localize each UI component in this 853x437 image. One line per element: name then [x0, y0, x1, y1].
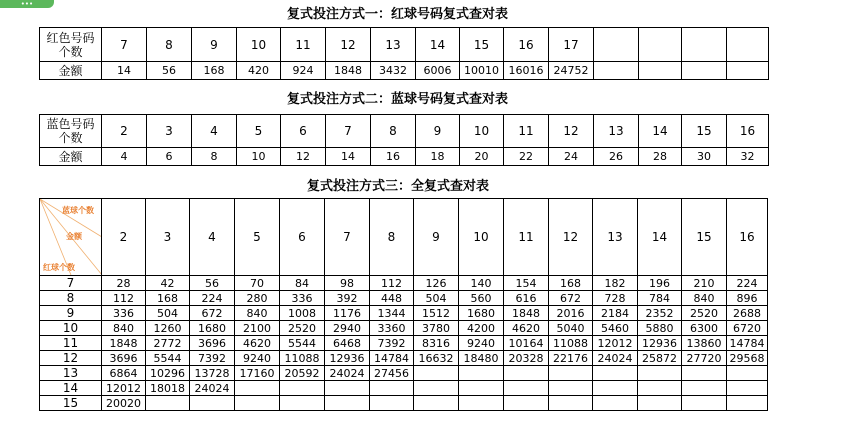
amount-cell: 98	[325, 276, 370, 291]
amount-cell: 2016	[549, 306, 593, 321]
amount-cell: 196	[638, 276, 682, 291]
red-amount-label: 金额	[40, 62, 102, 80]
amount-cell: 280	[235, 291, 280, 306]
amount-cell: 1848	[326, 62, 371, 80]
blue-count-header-cell: 3	[146, 199, 190, 276]
red-count-cell: 12	[40, 351, 102, 366]
amount-cell: 24752	[549, 62, 594, 80]
amount-cell: 154	[504, 276, 549, 291]
count-cell	[594, 28, 639, 62]
amount-cell	[504, 381, 549, 396]
amount-cell: 12936	[638, 336, 682, 351]
amount-cell: 11088	[549, 336, 593, 351]
amount-cell	[549, 396, 593, 411]
amount-cell: 840	[682, 291, 727, 306]
amount-cell: 7392	[190, 351, 235, 366]
amount-cell: 18018	[146, 381, 190, 396]
amount-cell: 672	[549, 291, 593, 306]
amount-cell: 3696	[190, 336, 235, 351]
count-cell: 15	[682, 115, 727, 148]
amount-cell	[414, 366, 459, 381]
amount-cell: 560	[459, 291, 504, 306]
amount-cell: 27720	[682, 351, 727, 366]
blue-count-header-cell: 6	[280, 199, 325, 276]
blue-count-header-cell: 2	[102, 199, 146, 276]
count-cell: 9	[192, 28, 237, 62]
amount-cell: 3360	[370, 321, 414, 336]
count-cell: 13	[371, 28, 416, 62]
blue-count-header-cell: 5	[235, 199, 280, 276]
amount-cell: 728	[593, 291, 638, 306]
count-cell	[639, 28, 682, 62]
amount-cell: 1260	[146, 321, 190, 336]
amount-cell: 20	[460, 148, 504, 166]
amount-cell: 4620	[504, 321, 549, 336]
count-cell: 15	[460, 28, 504, 62]
count-cell: 12	[549, 115, 594, 148]
amount-cell: 30	[682, 148, 727, 166]
amount-cell: 12012	[593, 336, 638, 351]
amount-cell	[549, 381, 593, 396]
count-cell: 7	[102, 28, 147, 62]
table-row	[40, 351, 768, 366]
amount-cell: 336	[280, 291, 325, 306]
amount-cell: 56	[147, 62, 192, 80]
amount-cell: 336	[102, 306, 146, 321]
amount-cell: 140	[459, 276, 504, 291]
amount-cell: 14784	[727, 336, 768, 351]
amount-cell: 6468	[325, 336, 370, 351]
blue-count-header-cell: 13	[593, 199, 638, 276]
amount-cell	[459, 366, 504, 381]
amount-cell: 8316	[414, 336, 459, 351]
amount-cell: 210	[682, 276, 727, 291]
amount-cell	[235, 396, 280, 411]
amount-cell	[549, 366, 593, 381]
corner-header-cell	[40, 199, 102, 276]
amount-cell: 112	[370, 276, 414, 291]
amount-cell: 1512	[414, 306, 459, 321]
amount-cell: 14	[102, 62, 147, 80]
amount-cell: 2100	[235, 321, 280, 336]
amount-cell	[682, 62, 727, 80]
amount-cell	[325, 381, 370, 396]
amount-cell: 1848	[504, 306, 549, 321]
amount-cell: 24024	[325, 366, 370, 381]
amount-cell	[459, 396, 504, 411]
amount-cell: 70	[235, 276, 280, 291]
table-row	[40, 306, 768, 321]
amount-cell: 896	[727, 291, 768, 306]
red-count-cell: 10	[40, 321, 102, 336]
amount-cell: 17160	[235, 366, 280, 381]
amount-cell	[727, 366, 768, 381]
amount-cell	[325, 396, 370, 411]
amount-cell: 25872	[638, 351, 682, 366]
amount-cell: 1008	[280, 306, 325, 321]
amount-cell: 5880	[638, 321, 682, 336]
amount-cell: 56	[190, 276, 235, 291]
amount-cell: 12	[281, 148, 326, 166]
amount-cell: 5544	[146, 351, 190, 366]
blue-count-label: 蓝色号码 个数	[40, 115, 102, 148]
amount-cell	[682, 381, 727, 396]
amount-cell: 10164	[504, 336, 549, 351]
amount-cell	[414, 381, 459, 396]
amount-cell: 28	[639, 148, 682, 166]
amount-cell: 2520	[280, 321, 325, 336]
amount-cell	[459, 381, 504, 396]
count-cell: 2	[102, 115, 147, 148]
count-cell: 11	[504, 115, 549, 148]
amount-cell: 224	[190, 291, 235, 306]
amount-cell: 42	[146, 276, 190, 291]
amount-cell: 784	[638, 291, 682, 306]
blue-count-header-cell: 11	[504, 199, 549, 276]
amount-cell: 11088	[280, 351, 325, 366]
count-cell: 7	[326, 115, 371, 148]
amount-cell: 10296	[146, 366, 190, 381]
red-count-cell: 9	[40, 306, 102, 321]
amount-cell	[682, 396, 727, 411]
amount-cell: 3696	[102, 351, 146, 366]
table-row	[40, 291, 768, 306]
amount-cell: 1680	[459, 306, 504, 321]
amount-cell	[638, 396, 682, 411]
blue-amount-label: 金额	[40, 148, 102, 166]
amount-cell	[638, 381, 682, 396]
amount-cell: 16	[371, 148, 416, 166]
amount-cell: 10	[237, 148, 281, 166]
amount-cell	[593, 366, 638, 381]
amount-cell: 6	[147, 148, 192, 166]
amount-cell	[414, 396, 459, 411]
amount-cell: 16016	[504, 62, 549, 80]
count-cell: 3	[147, 115, 192, 148]
count-cell: 16	[504, 28, 549, 62]
amount-cell: 182	[593, 276, 638, 291]
red-count-cell: 13	[40, 366, 102, 381]
amount-cell: 1680	[190, 321, 235, 336]
amount-cell: 18	[416, 148, 460, 166]
amount-cell: 9240	[459, 336, 504, 351]
red-count-cell: 14	[40, 381, 102, 396]
full-combo-table	[39, 198, 768, 411]
blue-count-header-row	[40, 199, 768, 276]
amount-cell: 2352	[638, 306, 682, 321]
blue-amount-row	[40, 148, 769, 166]
amount-cell: 2688	[727, 306, 768, 321]
corner-red-label: 红球个数	[43, 263, 75, 272]
amount-cell	[638, 366, 682, 381]
amount-cell	[146, 396, 190, 411]
amount-cell: 22176	[549, 351, 593, 366]
count-cell: 13	[594, 115, 639, 148]
count-cell: 8	[371, 115, 416, 148]
amount-cell: 4200	[459, 321, 504, 336]
amount-cell: 840	[102, 321, 146, 336]
count-cell: 11	[281, 28, 326, 62]
count-cell: 16	[727, 115, 769, 148]
count-cell: 9	[416, 115, 460, 148]
count-cell: 4	[192, 115, 237, 148]
amount-cell: 168	[146, 291, 190, 306]
amount-cell: 12012	[102, 381, 146, 396]
corner-blue-label: 蓝球个数	[62, 206, 94, 215]
blue-count-header-cell: 7	[325, 199, 370, 276]
amount-cell: 24024	[593, 351, 638, 366]
amount-cell: 420	[237, 62, 281, 80]
count-cell: 6	[281, 115, 326, 148]
amount-cell: 12936	[325, 351, 370, 366]
amount-cell: 20592	[280, 366, 325, 381]
amount-cell: 18480	[459, 351, 504, 366]
blue-count-header-cell: 15	[682, 199, 727, 276]
amount-cell: 504	[146, 306, 190, 321]
amount-cell: 112	[102, 291, 146, 306]
amount-cell: 168	[192, 62, 237, 80]
amount-cell	[594, 62, 639, 80]
count-cell	[682, 28, 727, 62]
amount-cell: 5460	[593, 321, 638, 336]
amount-cell	[593, 396, 638, 411]
section2-title: 复式投注方式二：蓝球号码复式查对表	[287, 92, 509, 107]
amount-cell: 13728	[190, 366, 235, 381]
section1-title: 复式投注方式一：红球号码复式查对表	[287, 7, 509, 22]
amount-cell: 20020	[102, 396, 146, 411]
table-row	[40, 396, 768, 411]
amount-cell: 1176	[325, 306, 370, 321]
table-row	[40, 321, 768, 336]
blue-count-header-cell: 9	[414, 199, 459, 276]
table-row	[40, 276, 768, 291]
amount-cell: 6300	[682, 321, 727, 336]
corner-amount-label: 金额	[66, 232, 82, 241]
amount-cell: 924	[281, 62, 326, 80]
amount-cell	[727, 396, 768, 411]
amount-cell: 504	[414, 291, 459, 306]
amount-cell: 4620	[235, 336, 280, 351]
count-cell: 10	[237, 28, 281, 62]
amount-cell: 14	[326, 148, 371, 166]
amount-cell	[235, 381, 280, 396]
amount-cell	[593, 381, 638, 396]
red-count-cell: 11	[40, 336, 102, 351]
amount-cell: 3780	[414, 321, 459, 336]
amount-cell: 9240	[235, 351, 280, 366]
amount-cell: 20328	[504, 351, 549, 366]
section3-title: 复式投注方式三：全复式查对表	[307, 179, 490, 194]
amount-cell	[682, 366, 727, 381]
amount-cell: 3432	[371, 62, 416, 80]
amount-cell: 22	[504, 148, 549, 166]
amount-cell: 2940	[325, 321, 370, 336]
blue-count-header-cell: 14	[638, 199, 682, 276]
amount-cell: 16632	[414, 351, 459, 366]
amount-cell: 27456	[370, 366, 414, 381]
blue-count-header-cell: 8	[370, 199, 414, 276]
amount-cell: 2772	[146, 336, 190, 351]
count-cell: 14	[416, 28, 460, 62]
amount-cell: 5544	[280, 336, 325, 351]
amount-cell: 32	[727, 148, 769, 166]
amount-cell: 616	[504, 291, 549, 306]
amount-cell: 2184	[593, 306, 638, 321]
amount-cell: 7392	[370, 336, 414, 351]
amount-cell: 168	[549, 276, 593, 291]
amount-cell: 2520	[682, 306, 727, 321]
amount-cell: 13860	[682, 336, 727, 351]
count-cell: 8	[147, 28, 192, 62]
amount-cell: 672	[190, 306, 235, 321]
count-cell: 12	[326, 28, 371, 62]
amount-cell	[280, 381, 325, 396]
amount-cell: 392	[325, 291, 370, 306]
sheet-tab[interactable]: •••	[0, 0, 54, 8]
amount-cell: 14784	[370, 351, 414, 366]
amount-cell: 224	[727, 276, 768, 291]
amount-cell: 6864	[102, 366, 146, 381]
blue-count-header-cell: 10	[459, 199, 504, 276]
amount-cell	[504, 366, 549, 381]
blue-count-header-cell: 16	[727, 199, 768, 276]
amount-cell: 448	[370, 291, 414, 306]
count-cell: 17	[549, 28, 594, 62]
blue-count-header-cell: 4	[190, 199, 235, 276]
red-count-cell: 7	[40, 276, 102, 291]
count-cell: 14	[639, 115, 682, 148]
amount-cell	[727, 62, 769, 80]
amount-cell: 24024	[190, 381, 235, 396]
amount-cell	[727, 381, 768, 396]
count-cell	[727, 28, 769, 62]
amount-cell	[504, 396, 549, 411]
red-count-cell: 8	[40, 291, 102, 306]
amount-cell: 840	[235, 306, 280, 321]
amount-cell: 1344	[370, 306, 414, 321]
amount-cell	[370, 396, 414, 411]
amount-cell	[280, 396, 325, 411]
amount-cell	[190, 396, 235, 411]
table-row	[40, 336, 768, 351]
amount-cell: 4	[102, 148, 147, 166]
blue-count-row	[40, 115, 769, 148]
amount-cell: 126	[414, 276, 459, 291]
amount-cell: 29568	[727, 351, 768, 366]
count-cell: 10	[460, 115, 504, 148]
red-amount-row	[40, 62, 769, 80]
amount-cell: 6720	[727, 321, 768, 336]
red-ball-table	[39, 27, 769, 80]
blue-count-header-cell: 12	[549, 199, 593, 276]
table-row	[40, 366, 768, 381]
red-count-cell: 15	[40, 396, 102, 411]
amount-cell: 24	[549, 148, 594, 166]
amount-cell: 1848	[102, 336, 146, 351]
table-row	[40, 381, 768, 396]
amount-cell: 28	[102, 276, 146, 291]
amount-cell	[639, 62, 682, 80]
amount-cell: 84	[280, 276, 325, 291]
amount-cell: 10010	[460, 62, 504, 80]
count-cell: 5	[237, 115, 281, 148]
red-count-label: 红色号码 个数	[40, 28, 102, 62]
amount-cell: 8	[192, 148, 237, 166]
amount-cell	[370, 381, 414, 396]
red-count-row	[40, 28, 769, 62]
blue-ball-table	[39, 114, 769, 166]
amount-cell: 6006	[416, 62, 460, 80]
amount-cell: 26	[594, 148, 639, 166]
amount-cell: 5040	[549, 321, 593, 336]
